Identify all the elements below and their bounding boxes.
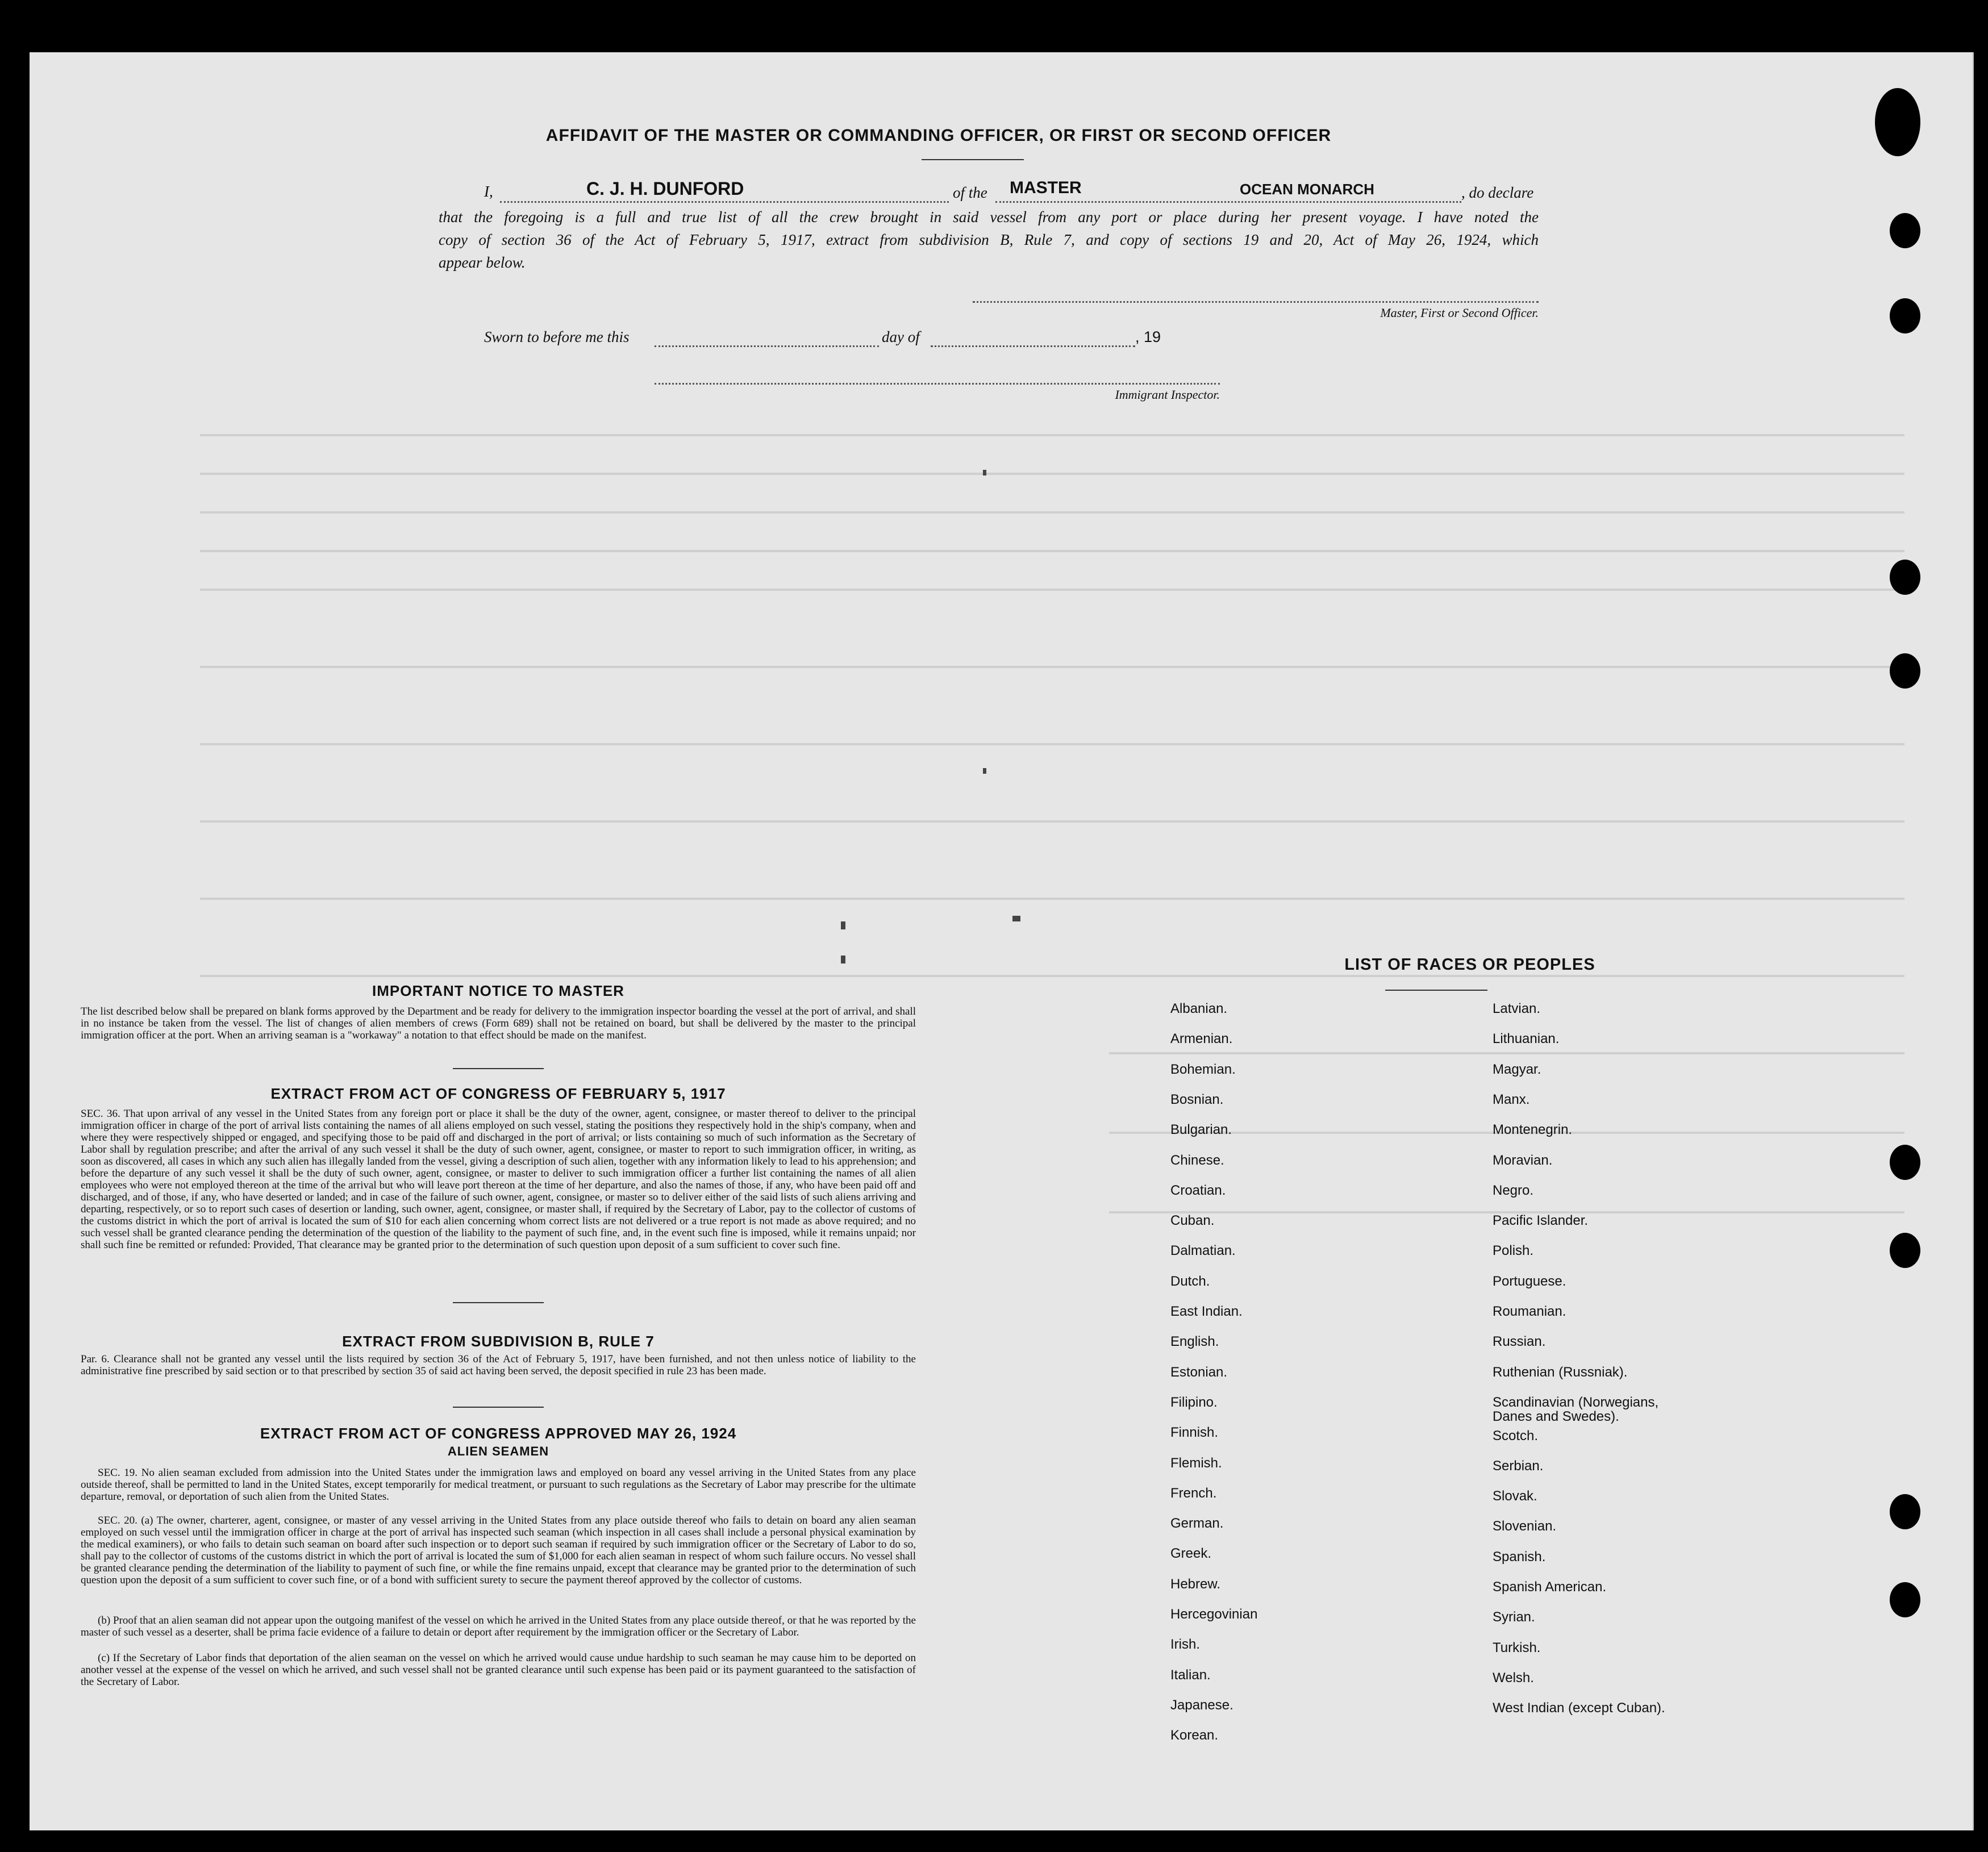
bleed-through-line [1109, 1052, 1904, 1054]
extract-1917-body: SEC. 36. That upon arrival of any vessel in the United States from any foreign port or place it shall be the duty of the owner, agent, consignee, or master thereof to deliver to the principal immigration officer in charge of the port of arrival lists containing the names of all aliens employed on such vessel, stating the positions they respectively hold in the ship's company, when and where they were respectively shipped or engaged, and specifying those to be paid off and discharged in the port of arrival; or lists containing so much of such information as the Secretary of Labor shall by regulation prescribe; and after the arrival of any such vessel it shall be the duty of such owner, agent, consignee, or master to report to such immigration officer, in writing, as soon as discovered, all cases in which any such alien has illegally landed from the vessel, giving a description of such alien, together with any information likely to lead to his apprehension; and before the departure of any such vessel it shall be the duty of such owner, agent, consignee, or master to deliver to such immigration officer a further list containing the names of all alien employees who were not employed thereon at the time of the arrival but who will leave port thereon at the time of her departure, and also the names of those, if any, who have been paid off and discharged, and of those, if any, who have deserted or landed; and in case of the failure of such owner, agent, consignee, or master so to deliver either of the said lists of such aliens arriving and departing, respectively, or so to report such cases of desertion or landing, such owner, agent, consignee, or master shall, if required by the Secretary of Labor, pay to the collector of customs of the customs district in which the port of arrival is located the sum of $10 for each alien concerning whom correct lists are not delivered or a true report is not made as above required; and no such vessel shall be granted clearance pending the determination of the question of the liability to the payment of such fine, and, in the event such fine is imposed, while it remains unpaid; nor shall such fine be remitted or refunded: Provided, That clearance may be granted prior to the determination of such question upon deposit of a sum sufficient to cover such fine. [81, 1108, 916, 1251]
race-item: Irish. [1170, 1637, 1201, 1653]
sworn-month-line [931, 345, 1135, 347]
race-item: Scandinavian (Norwegians, [1493, 1394, 1659, 1410]
divider [1385, 990, 1487, 991]
race-item: Croatian. [1170, 1182, 1226, 1198]
bleed-through-line [200, 898, 1904, 900]
race-item: Serbian. [1493, 1458, 1544, 1474]
race-item: Greek. [1170, 1546, 1212, 1562]
race-item: Chinese. [1170, 1152, 1224, 1168]
race-item: Montenegrin. [1493, 1122, 1573, 1138]
sworn-day-line [655, 345, 879, 347]
form-sheet [30, 52, 1974, 1830]
divider [453, 1302, 544, 1303]
race-item: Latvian. [1493, 1001, 1541, 1016]
punch-hole [1890, 560, 1920, 595]
extract-1924-sec20b: (b) Proof that an alien seaman did not appear upon the outgoing manifest of the vessel on which he arrived in the United States from any place outside thereof, or that he was reported by the master of such vessel as a deserter, shall be prima facie evidence of a failure to detain or deport after requirement by the immigration officer or the Secretary of Labor. [81, 1615, 916, 1638]
do-declare-label: , do declare [1461, 184, 1534, 201]
of-the-label: of the [953, 184, 987, 201]
torn-corner [1875, 88, 1920, 156]
master-name: C. J. H. DUNFORD [586, 178, 744, 199]
master-signature-line [973, 301, 1539, 303]
bleed-through-line [200, 743, 1904, 745]
bleed-through-line [200, 975, 1904, 977]
day-of-label: day of [882, 328, 920, 345]
stray-mark [983, 768, 986, 774]
race-item: Spanish. [1493, 1549, 1546, 1565]
extract-1924-subtitle: ALIEN SEAMEN [447, 1444, 549, 1458]
race-item: Slovak. [1493, 1488, 1537, 1504]
race-item: Armenian. [1170, 1031, 1233, 1047]
race-item: Estonian. [1170, 1364, 1228, 1380]
extract-1924-sec20c: (c) If the Secretary of Labor finds that deportation of the alien seaman on the vessel on which he arrived would cause undue hardship to such seaman he may cause him to be deported on another vessel at the expense of the vessel on which he arrived, and such vessel shall not be granted clearance until such expense has been paid or its payment guaranteed to the satisfaction of the Secretary of Labor. [81, 1652, 916, 1688]
bleed-through-line [200, 434, 1904, 436]
race-item: Russian. [1493, 1334, 1546, 1350]
punch-hole [1890, 1233, 1920, 1268]
race-item: Italian. [1170, 1667, 1211, 1683]
race-item: Ruthenian (Russniak). [1493, 1364, 1628, 1380]
name-line [500, 201, 949, 203]
race-item: West Indian (except Cuban). [1493, 1700, 1665, 1716]
race-item: German. [1170, 1516, 1224, 1532]
bleed-through-line [200, 511, 1904, 514]
divider [453, 1407, 544, 1408]
race-item: Bohemian. [1170, 1061, 1236, 1077]
stray-mark [1012, 916, 1020, 921]
punch-hole [1890, 1145, 1920, 1180]
bleed-through-line [200, 550, 1904, 552]
extract-1924-sec20a: SEC. 20. (a) The owner, charterer, agent, consignee, or master of any vessel arriving in the United States from any place outside thereof who fails to detain on board any alien seaman employed on such vessel until the immigration officer in charge at the port of arrival has inspected such seaman (which inspection in all cases shall include a personal physical examination by the medical examiners), or who fails to detain such seaman on board after such inspection or to deport such seaman if required by such immigration officer or the Secretary of Labor to do so, shall pay to the collector of customs of the customs district in which the port of arrival is located the sum of $1,000 for each alien seaman in respect of whom such failure occurs. No vessel shall be granted clearance pending the determination of the liability to payment of such fine, or while the fine remains unpaid, except that clearance may be granted prior to the determination of such question upon the deposit of a sum sufficient to cover such fine, or of a bond with sufficient surety to secure the payment thereof approved by the collector of customs. [81, 1515, 916, 1586]
divider [453, 1068, 544, 1069]
officer-rank: MASTER [1010, 178, 1082, 197]
race-item: Scotch. [1493, 1428, 1539, 1444]
race-item: Hebrew. [1170, 1576, 1221, 1592]
race-item: East Indian. [1170, 1304, 1243, 1319]
vessel-name: OCEAN MONARCH [1240, 181, 1374, 198]
race-item: Albanian. [1170, 1001, 1228, 1016]
affidavit-title: AFFIDAVIT OF THE MASTER OR COMMANDING OFFICER, OR FIRST OR SECOND OFFICER [545, 126, 1332, 145]
divider [922, 159, 1024, 160]
race-item: Filipino. [1170, 1394, 1218, 1410]
race-item: Turkish. [1493, 1640, 1541, 1655]
race-item: Slovenian. [1493, 1519, 1557, 1534]
race-item: Cuban. [1170, 1213, 1215, 1229]
rule-7-body: Par. 6. Clearance shall not be granted any vessel until the lists required by section 36 of the Act of February 5, 1917, have been furnished, and not then unless notice of liability to the administrative fine prescribed by said section or to that prescribed by section 35 of said act having been served, the deposit specified in rule 23 has been made. [81, 1353, 916, 1377]
race-item: Hercegovinian [1170, 1607, 1258, 1622]
race-item: Roumanian. [1493, 1304, 1566, 1319]
bleed-through-line [200, 589, 1904, 591]
race-item: Bulgarian. [1170, 1122, 1232, 1138]
race-item: Moravian. [1493, 1152, 1553, 1168]
rule-7-title: EXTRACT FROM SUBDIVISION B, RULE 7 [342, 1333, 655, 1350]
race-item: Manx. [1493, 1091, 1530, 1107]
rank-vessel-line [995, 201, 1461, 203]
inspector-signature-line [655, 383, 1220, 385]
affidavit-line-2: that the foregoing is a full and true list of all the crew brought in said vessel from any port or place during her present voyage. I have noted the [439, 208, 1539, 226]
affidavit-i-label: I, [484, 183, 493, 200]
race-item: Dalmatian. [1170, 1243, 1236, 1259]
affidavit-line-4: appear below. [439, 254, 526, 271]
race-item: Portuguese. [1493, 1273, 1566, 1289]
notice-title: IMPORTANT NOTICE TO MASTER [372, 982, 624, 999]
race-item: Pacific Islander. [1493, 1213, 1589, 1229]
race-item: Flemish. [1170, 1455, 1222, 1471]
stray-mark [841, 921, 845, 929]
extract-1924-title: EXTRACT FROM ACT OF CONGRESS APPROVED MAY 26, 1924 [260, 1425, 737, 1442]
races-title: LIST OF RACES OR PEOPLES [1344, 956, 1595, 974]
race-item: Finnish. [1170, 1425, 1219, 1441]
race-item: Welsh. [1493, 1670, 1534, 1686]
race-item: Dutch. [1170, 1273, 1210, 1289]
punch-hole [1890, 213, 1920, 248]
race-item: Polish. [1493, 1243, 1534, 1259]
bleed-through-line [200, 666, 1904, 668]
punch-hole [1890, 298, 1920, 333]
affidavit-line-3: copy of section 36 of the Act of February 5, 1917, extract from subdivision B, Rule 7, and copy of sections 19 and 20, Act of May 26, 1924, which [439, 231, 1539, 248]
race-item: Syrian. [1493, 1609, 1535, 1625]
punch-hole [1890, 653, 1920, 689]
race-item: Spanish American. [1493, 1579, 1607, 1595]
race-item: Lithuanian. [1493, 1031, 1560, 1047]
race-item: French. [1170, 1485, 1217, 1501]
race-item: Bosnian. [1170, 1091, 1224, 1107]
sworn-label: Sworn to before me this [484, 328, 630, 345]
master-signature-caption: Master, First or Second Officer. [1380, 306, 1539, 320]
notice-body: The list described below shall be prepared on blank forms approved by the Department and be ready for delivery to the immigration inspector boarding the vessel at the port of arrival, and shall in no instance be taken from the vessel. The list of changes of alien members of crews (Form 689) shall not be retained on board, but shall be delivered by the master to the principal immigration officer at the port. When an arriving seaman is a "workaway" a notation to that effect should be made on the manifest. [81, 1006, 916, 1041]
race-item: Japanese. [1170, 1697, 1233, 1713]
extract-1924-sec19: SEC. 19. No alien seaman excluded from admission into the United States under the immigration laws and employed on board any vessel arriving in the United States from any place outside thereof, shall be permitted to land in the United States, except temporarily for medical treatment, or pursuant to such regulations as the Secretary of Labor may prescribe for the ultimate departure, removal, or deportation of such alien from the United States. [81, 1467, 916, 1503]
year-label: , 19 [1135, 328, 1161, 345]
extract-1917-title: EXTRACT FROM ACT OF CONGRESS OF FEBRUARY 5, 1917 [270, 1085, 726, 1102]
inspector-signature-caption: Immigrant Inspector. [1115, 387, 1220, 402]
race-item: Magyar. [1493, 1061, 1541, 1077]
bleed-through-line [200, 473, 1904, 475]
punch-hole [1890, 1582, 1920, 1617]
race-item: Danes and Swedes). [1493, 1409, 1619, 1425]
punch-hole [1890, 1494, 1920, 1529]
stray-mark [983, 470, 986, 475]
race-item: Korean. [1170, 1728, 1219, 1743]
bleed-through-line [200, 820, 1904, 823]
race-item: English. [1170, 1334, 1219, 1350]
race-item: Negro. [1493, 1182, 1534, 1198]
stray-mark [841, 956, 845, 963]
